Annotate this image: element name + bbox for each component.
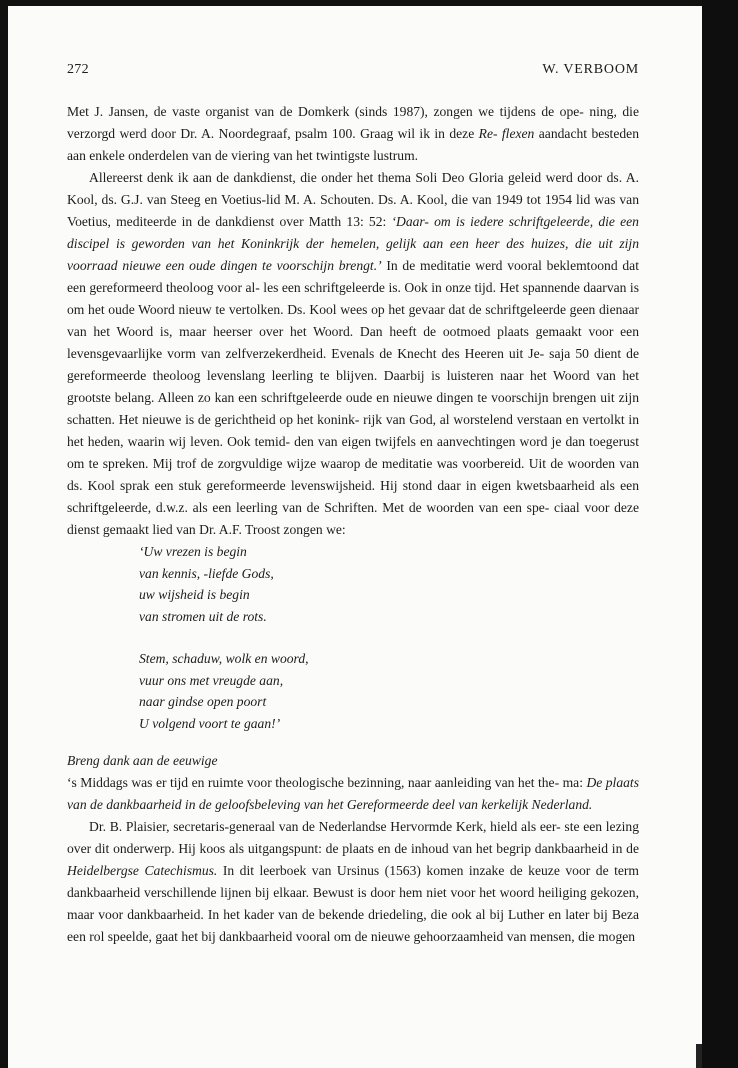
section-heading [67, 750, 639, 772]
hymn-line: ‘Uw vrezen is begin [139, 544, 247, 559]
running-head-author: W. VERBOOM [542, 62, 639, 77]
theme-title-emphasis: De plaats van de dankbaarheid in de geloofsbeleving van het Gereformeerde deel van kerkelijk Nederland. [67, 775, 639, 812]
hymn-stanza-1 [139, 541, 639, 627]
hymn-line: vuur ons met vreugde aan, [139, 672, 284, 688]
paragraph-dankdienst [67, 167, 639, 541]
catechism-title-emphasis: Heidelbergse Catechismus. [67, 863, 218, 878]
hymn-line: van stromen uit de rots. [139, 608, 267, 624]
hymn-stanza-2 [139, 648, 639, 734]
paragraph-plaisier [67, 816, 639, 948]
section-heading-text: Breng dank aan de eeuwige [67, 753, 218, 768]
scan-border-left [0, 0, 8, 1068]
paragraph-text: Allereerst denk ik aan de dankdienst, die onder het thema Soli Deo Gloria geleid werd door ds. A. Kool, ds. G.J. van Steeg en Voetius-lid M. A. Schouten. Ds. A. Kool, die van 1949 tot 1954 lid was van Voetius, mediteerde in de dankdienst over Matth 13: 52: [67, 170, 639, 229]
page-header [67, 62, 639, 82]
hymn-line: U volgend voort te gaan!’ [139, 715, 281, 731]
hymn-line: Stem, schaduw, wolk en woord, [139, 651, 309, 666]
paragraph-text: In dit leerboek van Ursinus (1563) komen inzake de keuze voor de term dankbaarheid verschillende lijnen bij elkaar. Bewust is door hem niet voor het woord heiliging gekozen, maar voor dankbaarheid. In het kader van de bekende driedeling, die ook al bij Luther en later bij Beza een rol speelde, gaat het bij dankbaarheid vooral om de nieuwe gehoorzaamheid van mensen, die mogen [67, 863, 639, 944]
page-number: 272 [67, 62, 89, 77]
hymn-line: van kennis, -liefde Gods, [139, 565, 274, 581]
paragraph-text: Dr. B. Plaisier, secretaris-generaal van de Nederlandse Hervormde Kerk, hield als eer- ste een lezing over dit onderwerp. Hij koos als uitgangspunt: de plaats en de inhoud van het begrip dankbaarheid in de [67, 819, 639, 856]
paragraph-text: In de meditatie werd vooral beklemtoond dat een gereformeerd theoloog voor al- les een schriftgeleerde is. Ook in onze tijd. Het spannende daarvan is om het oude Woord nieuw te vertolken. Ds. Kool wees op het gevaar dat de schriftgeleerde geen dienaar van het Woord is, maar heerser over het Woord. Dan heeft de ootmoed plaats gemaakt voor een levensgevaarlijke vorm van zelfverzekerdheid. Evenals de Knecht des Heeren uit Je- saja 50 dient de gereformeerde theoloog levenslang leerling te blijven. Daarbij is luisteren naar het Woord van het grootste belang. Alleen zo kan een schriftgeleerde oude en nieuwe dingen te voorschijn brengen uit zijn schatten. Het nieuwe is de gerichtheid op het konink- rijk van God, al worstelend verstaan en vertolkt in het heden, waarin wij leven. Ook temid- den van eigen twijfels en aanvechtingen word je dan toegerust om te spreken. Mij trof de zorgvuldige wijze waarop de meditatie was voorbereid. Uit de woorden van ds. Kool sprak een stuk gereformeerde levenswijsheid. Hij stond daar in eigen kwetsbaarheid als een schriftgeleerde, d.w.z. als een leerling van de Schriften. Met de woorden van een spe- ciaal voor deze dienst gemaakt lied van Dr. A.F. Troost zongen we: [67, 258, 639, 537]
paragraph-text: Met J. Jansen, de vaste organist van de Domkerk (sinds 1987), zongen we tijdens de ope- ning, die verzorgd werd door Dr. A. Noordegraaf, psalm 100. Graag wil ik in deze [67, 104, 639, 141]
hymn-line: naar gindse open poort [139, 694, 267, 709]
scan-artifact-line [696, 1044, 702, 1068]
scripture-quote: ‘Daar- om is iedere schriftgeleerde, die een discipel is geworden van het Koninkrijk der hemelen, gelijk aan een heer des huizes, die uit zijn voorraad nieuwe een oude dingen te voorschijn brengt.’ [67, 214, 639, 273]
hymn-line: uw wijsheid is begin [139, 587, 250, 602]
body-text [67, 101, 639, 948]
journal-title-emphasis: Re- flexen [478, 126, 535, 141]
scan-border-right [702, 0, 738, 1068]
paragraph-text: aandacht besteden aan enkele onderdelen van de viering van het twintigste lustrum. [67, 126, 639, 163]
hymn-quote [139, 541, 639, 734]
paragraph-opening [67, 101, 639, 167]
paragraph-middag [67, 772, 639, 816]
paragraph-text: ‘s Middags was er tijd en ruimte voor theologische bezinning, naar aanleiding van het the- ma: [67, 775, 587, 790]
